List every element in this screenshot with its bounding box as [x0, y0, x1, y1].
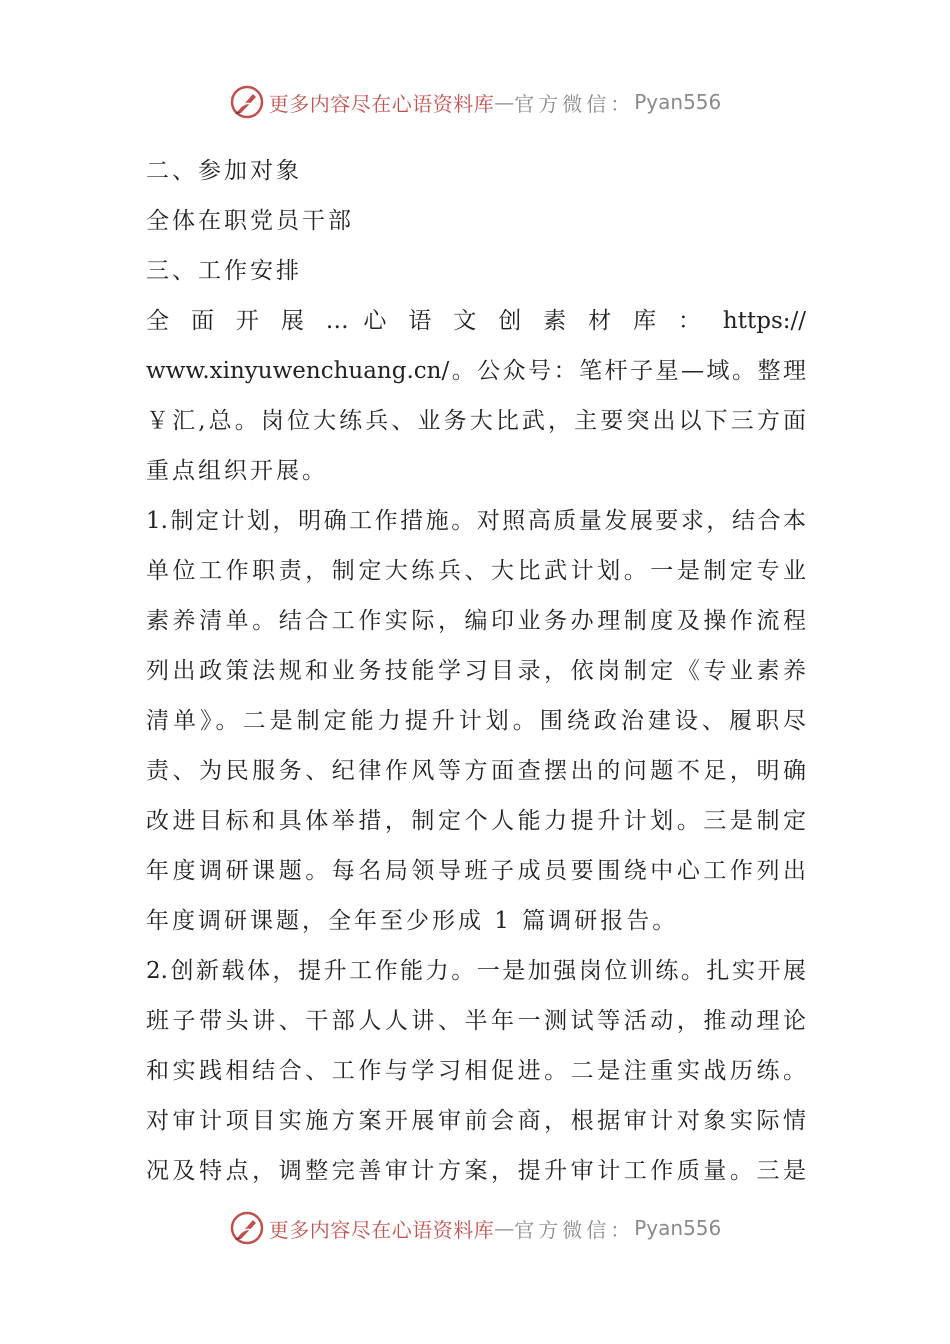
banner-wechat-id: Pyan556: [634, 90, 722, 114]
paragraph-line: 改进目标和具体举措，制定个人能力提升计划。三是制定: [146, 808, 806, 834]
paragraph-line: 年度调研课题，全年至少形成 1 篇调研报告。: [146, 908, 679, 934]
section-heading: 二、参加对象: [146, 158, 302, 184]
paragraph-line: 全 面 开 展 … 心 语 文 创 素 材 库 ： https://: [146, 308, 806, 334]
paragraph-line: 班子带头讲、干部人人讲、半年一测试等活动，推动理论: [146, 1008, 806, 1034]
paragraph-line: ￥汇,总。岗位大练兵、业务大比武，主要突出以下三方面: [146, 408, 806, 434]
banner-main-text: 更多内容尽在心语资料库: [268, 1217, 495, 1242]
banner-dash: —: [494, 1216, 515, 1240]
pen-logo-icon: [229, 1210, 265, 1246]
paragraph-line: 年度调研课题。每名局领导班子成员要围绕中心工作列出: [146, 858, 806, 884]
banner-wechat-id: Pyan556: [634, 1216, 722, 1240]
document-body: [146, 146, 806, 1196]
paragraph-line: 重点组织开展。: [146, 458, 328, 484]
paragraph-line: 单位工作职责，制定大练兵、大比武计划。一是制定专业: [146, 558, 806, 584]
paragraph-line: 素养清单。结合工作实际，编印业务办理制度及操作流程: [146, 608, 806, 634]
banner-wechat-label: 官方微信：: [514, 1217, 635, 1242]
paragraph-line: 1.制定计划，明确工作措施。对照高质量发展要求，结合本: [146, 508, 806, 534]
paragraph-line: 全体在职党员干部: [146, 208, 354, 234]
section-heading: 三、工作安排: [146, 258, 302, 284]
paragraph-line: 2.创新载体，提升工作能力。一是加强岗位训练。扎实开展: [146, 958, 806, 984]
banner-main-text: 更多内容尽在心语资料库: [268, 91, 495, 116]
footer-banner: [0, 1208, 950, 1248]
paragraph-line: 列出政策法规和业务技能学习目录，依岗制定《专业素养: [146, 658, 806, 684]
banner-wechat-label: 官方微信：: [514, 91, 635, 116]
header-banner: [0, 82, 950, 122]
paragraph-line: 清单》。二是制定能力提升计划。围绕政治建设、履职尽: [146, 708, 806, 734]
paragraph-line: 责、为民服务、纪律作风等方面查摆出的问题不足，明确: [146, 758, 806, 784]
banner-dash: —: [494, 90, 515, 114]
paragraph-line: 对审计项目实施方案开展审前会商，根据审计对象实际情: [146, 1108, 806, 1134]
paragraph-line: www.xinyuwenchuang.cn/。公众号：笔杆子星—域。整理: [146, 358, 806, 384]
pen-logo-icon: [229, 84, 265, 120]
paragraph-line: 况及特点，调整完善审计方案，提升审计工作质量。三是: [146, 1158, 806, 1184]
paragraph-line: 和实践相结合、工作与学习相促进。二是注重实战历练。: [146, 1058, 806, 1084]
